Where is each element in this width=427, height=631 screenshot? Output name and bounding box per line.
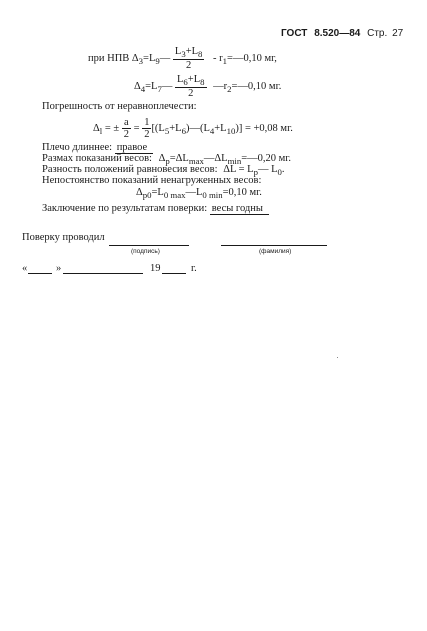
year-suffix: г. <box>191 263 197 274</box>
unloaded-formula: $\Delta_{p0}=L_{0 max}—L_{0 min}=0,10$ мг. <box>136 187 262 201</box>
scan-speck <box>337 357 338 358</box>
page-header <box>281 28 403 39</box>
imbalance-formula: $\Delta_l$ = ± $\frac{a}{2}$ = $\frac{1}{2}$ $[(L_5+L_6)—(L_4+L_{10})] = +0,08$ мг. <box>93 117 293 141</box>
month-line <box>63 273 143 274</box>
verifier-label: Поверку проводил <box>22 232 105 243</box>
date-open-quote: « <box>22 263 28 274</box>
equilibrium-diff-line: Разность положений равновесия весов: $\Delta L = L_p—$ $L_0$. <box>42 164 285 178</box>
fraction-a-over-2: $\frac{a}{2}$ <box>123 117 130 141</box>
signature-line <box>109 245 189 246</box>
day-line <box>28 273 52 274</box>
formula-delta4: $\Delta_4=L_7—$ $\frac{L_6+L_8}{2}$ $—r_2=—0,10$ мг. <box>134 74 282 100</box>
year-prefix: 19 <box>150 263 161 274</box>
formula-delta3: при НПВ $\Delta_3=L_9—$ $\frac{L_3+L_8}{2}$ - $r_1=—0,10$ мг, <box>88 46 277 72</box>
conclusion-line: Заключение по результатам поверки: весы годны <box>42 203 269 214</box>
signature-caption: (подпись) <box>131 248 160 255</box>
fraction-half: $\frac{1}{2}$ <box>144 117 150 141</box>
page-label: Стр. <box>367 28 388 39</box>
fraction: $\frac{L_3+L_8}{2}$ <box>174 46 203 72</box>
arm-longer-line: Плечо длиннее: правое <box>42 142 153 153</box>
name-caption: (фамилия) <box>259 248 292 255</box>
conclusion-value: весы годны <box>210 203 269 215</box>
standard-code: ГОСТ <box>281 28 308 39</box>
name-line <box>221 245 327 246</box>
range-line: Размах показаний весов: $\Delta_p=\Delta L_{max}—\Delta L_{min}=—0,20$ мг. <box>42 153 292 167</box>
page-number: 27 <box>392 28 404 39</box>
fraction: $\frac{L_6+L_8}{2}$ <box>176 74 205 100</box>
standard-number: 8.520—84 <box>314 28 361 39</box>
unloaded-label: Непостоянство показаний ненагруженных весов: <box>42 175 262 186</box>
imbalance-heading: Погрешность от неравноплечести: <box>42 101 197 112</box>
date-close-quote: » <box>56 263 62 274</box>
year-line <box>162 273 186 274</box>
arm-value: правое <box>115 142 153 154</box>
